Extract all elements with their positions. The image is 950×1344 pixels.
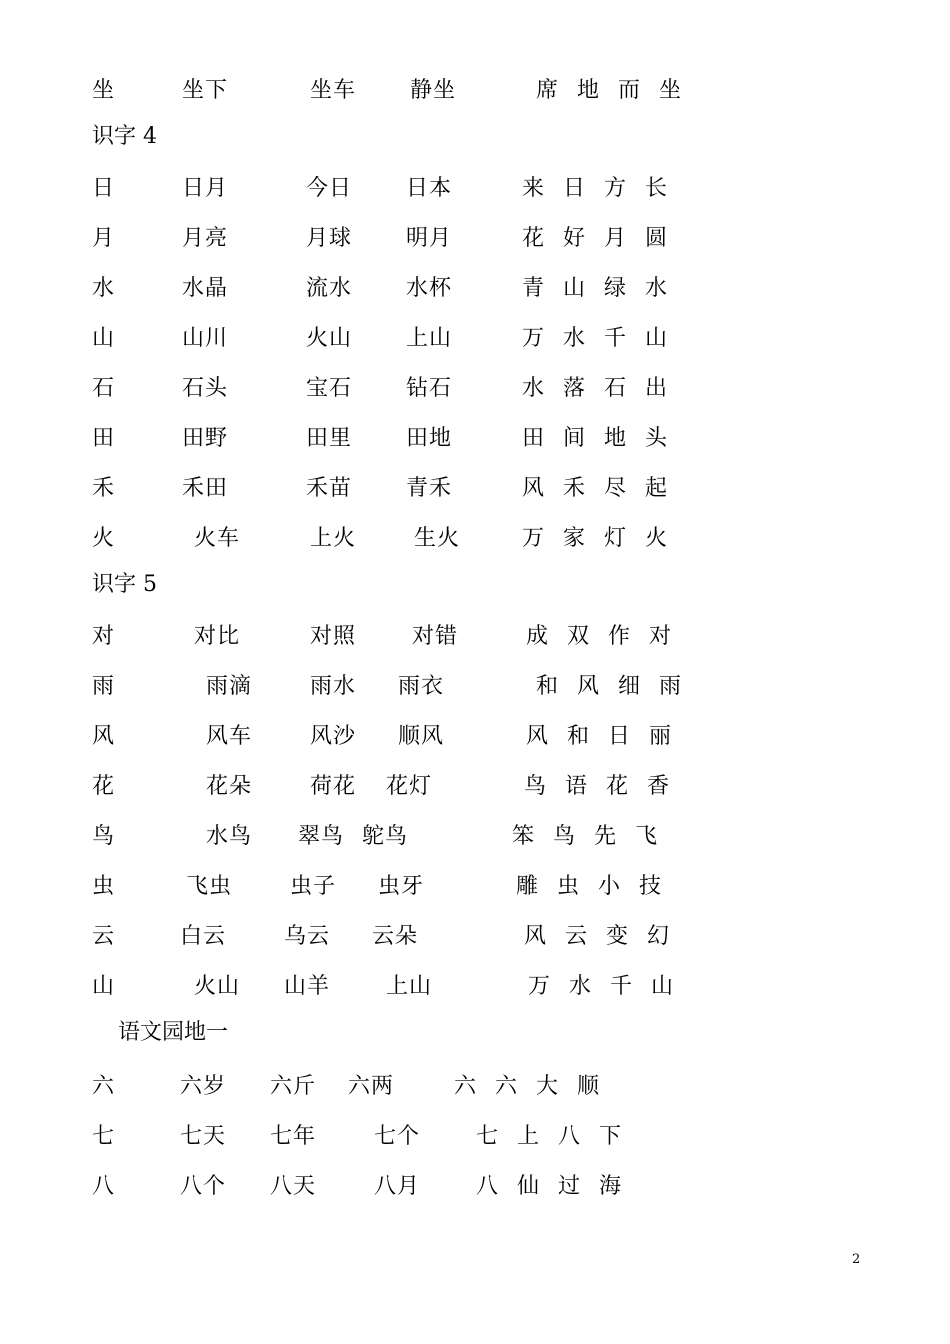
vocab-row bbox=[0, 376, 950, 416]
character: 山 bbox=[92, 974, 116, 999]
word: 石头 bbox=[182, 376, 229, 401]
word: 八个 bbox=[180, 1174, 227, 1199]
word: 雨水 bbox=[310, 674, 357, 699]
character: 虫 bbox=[92, 874, 116, 899]
idiom: 水 落 石 出 bbox=[522, 376, 673, 401]
word: 六斤 bbox=[270, 1074, 317, 1099]
vocab-row bbox=[0, 774, 950, 814]
word: 风沙 bbox=[310, 724, 357, 749]
word: 今日 bbox=[306, 176, 353, 201]
word: 对错 bbox=[412, 624, 459, 649]
character: 田 bbox=[92, 426, 116, 451]
word: 虫牙 bbox=[378, 874, 425, 899]
word: 上火 bbox=[310, 526, 357, 551]
page-number: 2 bbox=[852, 1252, 861, 1267]
word: 山羊 bbox=[284, 974, 331, 999]
word: 七天 bbox=[180, 1124, 227, 1149]
idiom: 鸟 语 花 香 bbox=[524, 774, 675, 799]
vocab-row bbox=[0, 526, 950, 566]
idiom: 风 云 变 幻 bbox=[524, 924, 675, 949]
word: 钻石 bbox=[406, 376, 453, 401]
word: 八月 bbox=[374, 1174, 421, 1199]
vocab-row bbox=[0, 1074, 950, 1114]
word: 水鸟 bbox=[206, 824, 253, 849]
section-heading: 语文园地一 bbox=[118, 1020, 229, 1045]
word: 白云 bbox=[180, 924, 227, 949]
word: 静坐 bbox=[410, 78, 457, 103]
word: 火山 bbox=[306, 326, 353, 351]
character: 山 bbox=[92, 326, 116, 351]
vocab-row bbox=[0, 1124, 950, 1164]
word: 七个 bbox=[374, 1124, 421, 1149]
idiom: 和 风 细 雨 bbox=[536, 674, 687, 699]
vocab-row bbox=[0, 724, 950, 764]
word: 荷花 bbox=[310, 774, 357, 799]
word: 田地 bbox=[406, 426, 453, 451]
word: 禾田 bbox=[182, 476, 229, 501]
vocab-row bbox=[0, 624, 950, 664]
word: 六两 bbox=[348, 1074, 395, 1099]
character: 石 bbox=[92, 376, 116, 401]
character: 火 bbox=[92, 526, 116, 551]
word: 火山 bbox=[194, 974, 241, 999]
character: 八 bbox=[92, 1174, 116, 1199]
vocab-row bbox=[0, 974, 950, 1014]
section-heading: 识字 4 bbox=[92, 124, 157, 149]
word: 虫子 bbox=[290, 874, 337, 899]
idiom: 风 和 日 丽 bbox=[526, 724, 677, 749]
word: 月球 bbox=[306, 226, 353, 251]
word: 坐车 bbox=[310, 78, 357, 103]
word: 上山 bbox=[406, 326, 453, 351]
word: 雨衣 bbox=[398, 674, 445, 699]
word: 明月 bbox=[406, 226, 453, 251]
character: 月 bbox=[92, 226, 116, 251]
word: 花朵 bbox=[206, 774, 253, 799]
character: 对 bbox=[92, 624, 116, 649]
word: 田野 bbox=[182, 426, 229, 451]
vocab-row bbox=[0, 226, 950, 266]
idiom: 雕 虫 小 技 bbox=[516, 874, 667, 899]
character: 风 bbox=[92, 724, 116, 749]
vocab-row bbox=[0, 924, 950, 964]
idiom: 风 禾 尽 起 bbox=[522, 476, 673, 501]
idiom: 花 好 月 圆 bbox=[522, 226, 673, 251]
word: 水晶 bbox=[182, 276, 229, 301]
idiom: 六 六 大 顺 bbox=[454, 1074, 605, 1099]
word: 流水 bbox=[306, 276, 353, 301]
idiom: 来 日 方 长 bbox=[522, 176, 673, 201]
word: 六岁 bbox=[180, 1074, 227, 1099]
idiom: 成 双 作 对 bbox=[526, 624, 677, 649]
word: 七年 bbox=[270, 1124, 317, 1149]
character: 禾 bbox=[92, 476, 116, 501]
idiom: 万 水 千 山 bbox=[528, 974, 679, 999]
vocab-row bbox=[0, 276, 950, 316]
character: 六 bbox=[92, 1074, 116, 1099]
idiom: 万 家 灯 火 bbox=[522, 526, 673, 551]
idiom: 笨 鸟 先 飞 bbox=[512, 824, 663, 849]
word: 云朵 bbox=[372, 924, 419, 949]
word: 上山 bbox=[386, 974, 433, 999]
word: 日本 bbox=[406, 176, 453, 201]
vocab-row bbox=[0, 674, 950, 714]
word: 对照 bbox=[310, 624, 357, 649]
word: 八天 bbox=[270, 1174, 317, 1199]
word: 花灯 bbox=[386, 774, 433, 799]
character: 花 bbox=[92, 774, 116, 799]
word: 水杯 bbox=[406, 276, 453, 301]
word: 火车 bbox=[194, 526, 241, 551]
word: 田里 bbox=[306, 426, 353, 451]
character: 七 bbox=[92, 1124, 116, 1149]
character: 坐 bbox=[92, 78, 116, 103]
character: 雨 bbox=[92, 674, 116, 699]
word: 禾苗 bbox=[306, 476, 353, 501]
word: 鸵鸟 bbox=[362, 824, 409, 849]
vocab-row bbox=[0, 176, 950, 216]
idiom: 八 仙 过 海 bbox=[476, 1174, 627, 1199]
vocab-row bbox=[0, 1174, 950, 1214]
word: 对比 bbox=[194, 624, 241, 649]
vocab-row bbox=[0, 874, 950, 914]
word: 翠鸟 bbox=[298, 824, 345, 849]
word: 乌云 bbox=[284, 924, 331, 949]
word: 坐下 bbox=[182, 78, 229, 103]
word: 月亮 bbox=[182, 226, 229, 251]
section-heading: 识字 5 bbox=[92, 572, 157, 597]
character: 水 bbox=[92, 276, 116, 301]
word: 青禾 bbox=[406, 476, 453, 501]
word: 飞虫 bbox=[186, 874, 233, 899]
vocab-row bbox=[0, 824, 950, 864]
character: 云 bbox=[92, 924, 116, 949]
vocab-row bbox=[0, 476, 950, 516]
character: 日 bbox=[92, 176, 116, 201]
idiom: 七 上 八 下 bbox=[476, 1124, 627, 1149]
vocab-row bbox=[0, 326, 950, 366]
word: 山川 bbox=[182, 326, 229, 351]
word: 宝石 bbox=[306, 376, 353, 401]
idiom: 万 水 千 山 bbox=[522, 326, 673, 351]
word: 风车 bbox=[206, 724, 253, 749]
idiom: 席 地 而 坐 bbox=[536, 78, 687, 103]
character: 鸟 bbox=[92, 824, 116, 849]
idiom: 青 山 绿 水 bbox=[522, 276, 673, 301]
word: 顺风 bbox=[398, 724, 445, 749]
idiom: 田 间 地 头 bbox=[522, 426, 673, 451]
vocab-row bbox=[0, 426, 950, 466]
word: 生火 bbox=[414, 526, 461, 551]
word: 日月 bbox=[182, 176, 229, 201]
vocab-row bbox=[0, 78, 950, 118]
word: 雨滴 bbox=[206, 674, 253, 699]
